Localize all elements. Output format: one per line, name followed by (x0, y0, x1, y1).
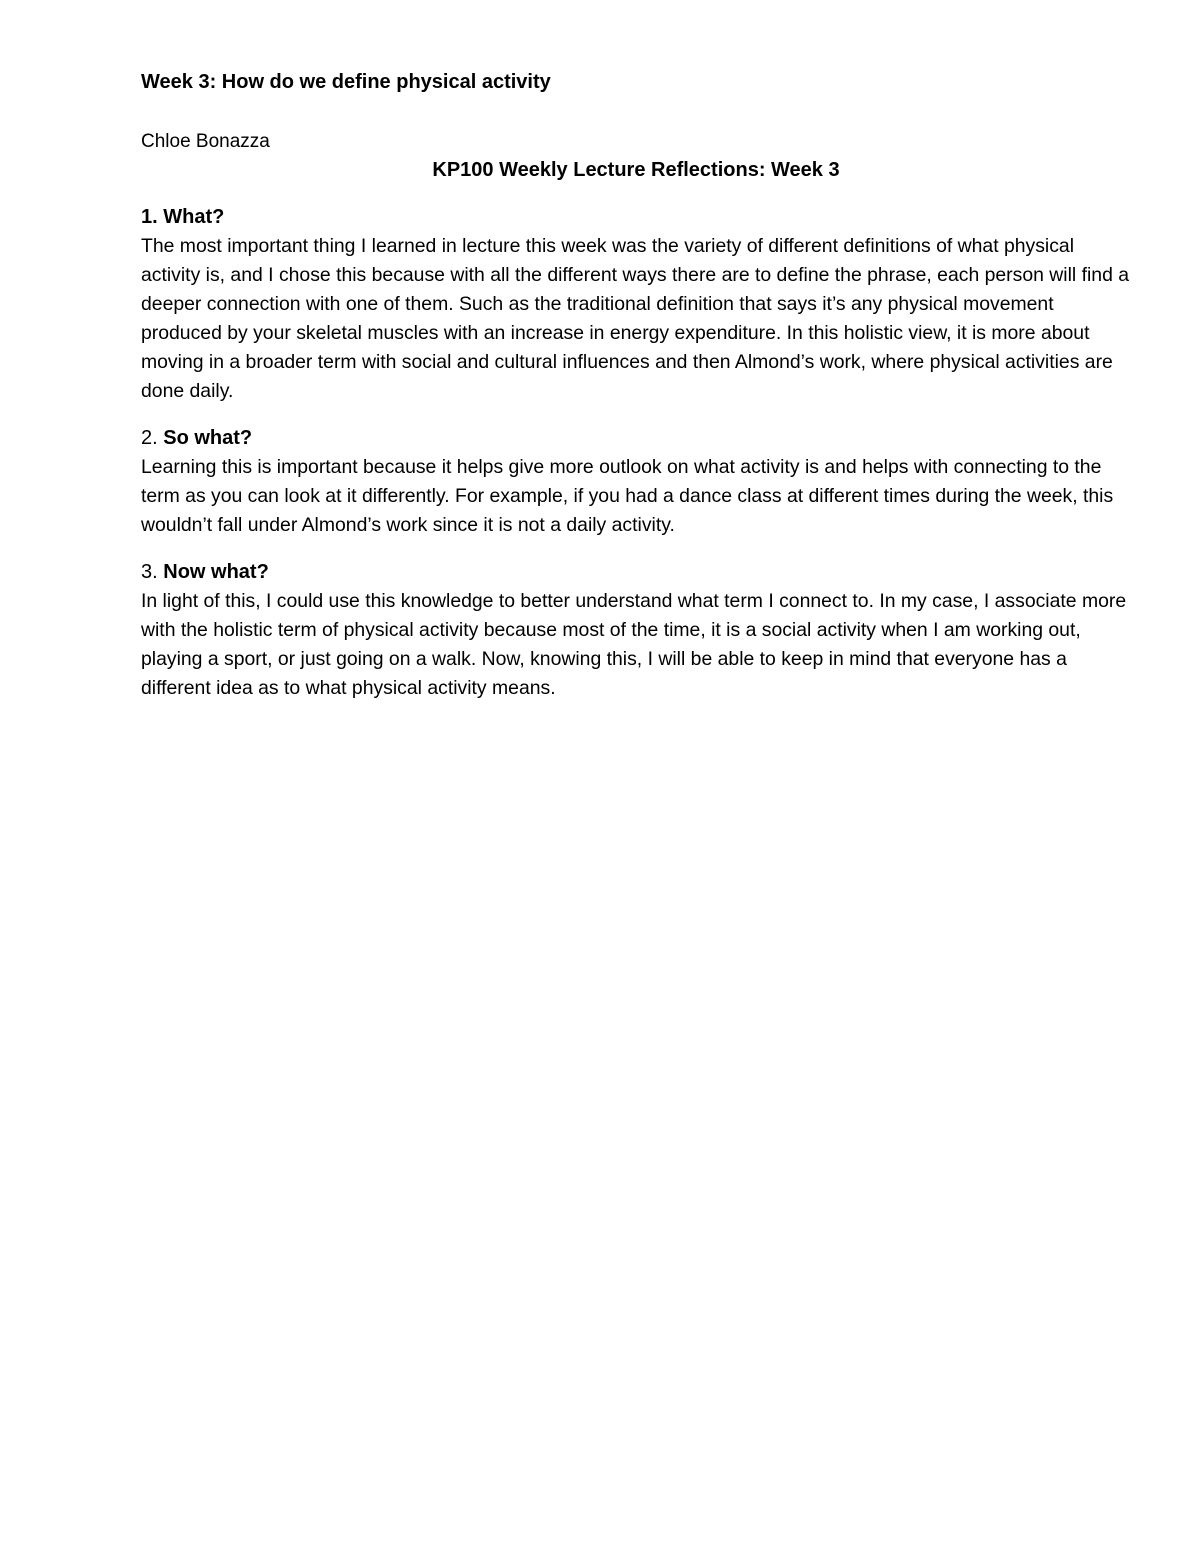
document-title: Week 3: How do we define physical activity (141, 71, 551, 93)
section-question: What? (163, 206, 225, 228)
section-question: Now what? (163, 561, 269, 583)
section-so-what (141, 424, 1131, 540)
section-body: The most important thing I learned in lecture this week was the variety of different definitions of what physical activity is, and I chose this because with all the different ways there are to define the phrase, each person will find a deeper connection with one of them. Such as the traditional definition that says it’s any physical movement produced by your skeletal muscles with an increase in energy expenditure. In this holistic view, it is more about moving in a broader term with social and cultural influences and then Almond’s work, where physical activities are done daily. (141, 235, 1130, 402)
section-body: In light of this, I could use this knowledge to better understand what term I connect to. In my case, I associate more with the holistic term of physical activity because most of the time, it is a social activity when I am working out, playing a sport, or just going on a walk. Now, knowing this, I will be able to keep in mind that everyone has a different idea as to what physical activity means. (141, 590, 1127, 699)
section-number: 2. (141, 427, 158, 449)
section-heading (141, 424, 1131, 453)
document-content (141, 68, 1131, 703)
author-name: Chloe Bonazza (141, 131, 270, 152)
section-number: 3. (141, 561, 158, 583)
section-body: Learning this is important because it helps give more outlook on what activity is and helps with connecting to the term as you can look at it differently. For example, if you had a dance class at different times during the week, this wouldn’t fall under Almond’s work since it is not a daily activity. (141, 456, 1114, 536)
section-heading (141, 203, 1131, 232)
section-now-what (141, 558, 1131, 703)
section-question: So what? (163, 427, 253, 449)
section-heading (141, 558, 1131, 587)
reflection-heading: KP100 Weekly Lecture Reflections: Week 3 (432, 159, 840, 181)
section-number: 1. (141, 206, 158, 228)
section-what (141, 203, 1131, 406)
